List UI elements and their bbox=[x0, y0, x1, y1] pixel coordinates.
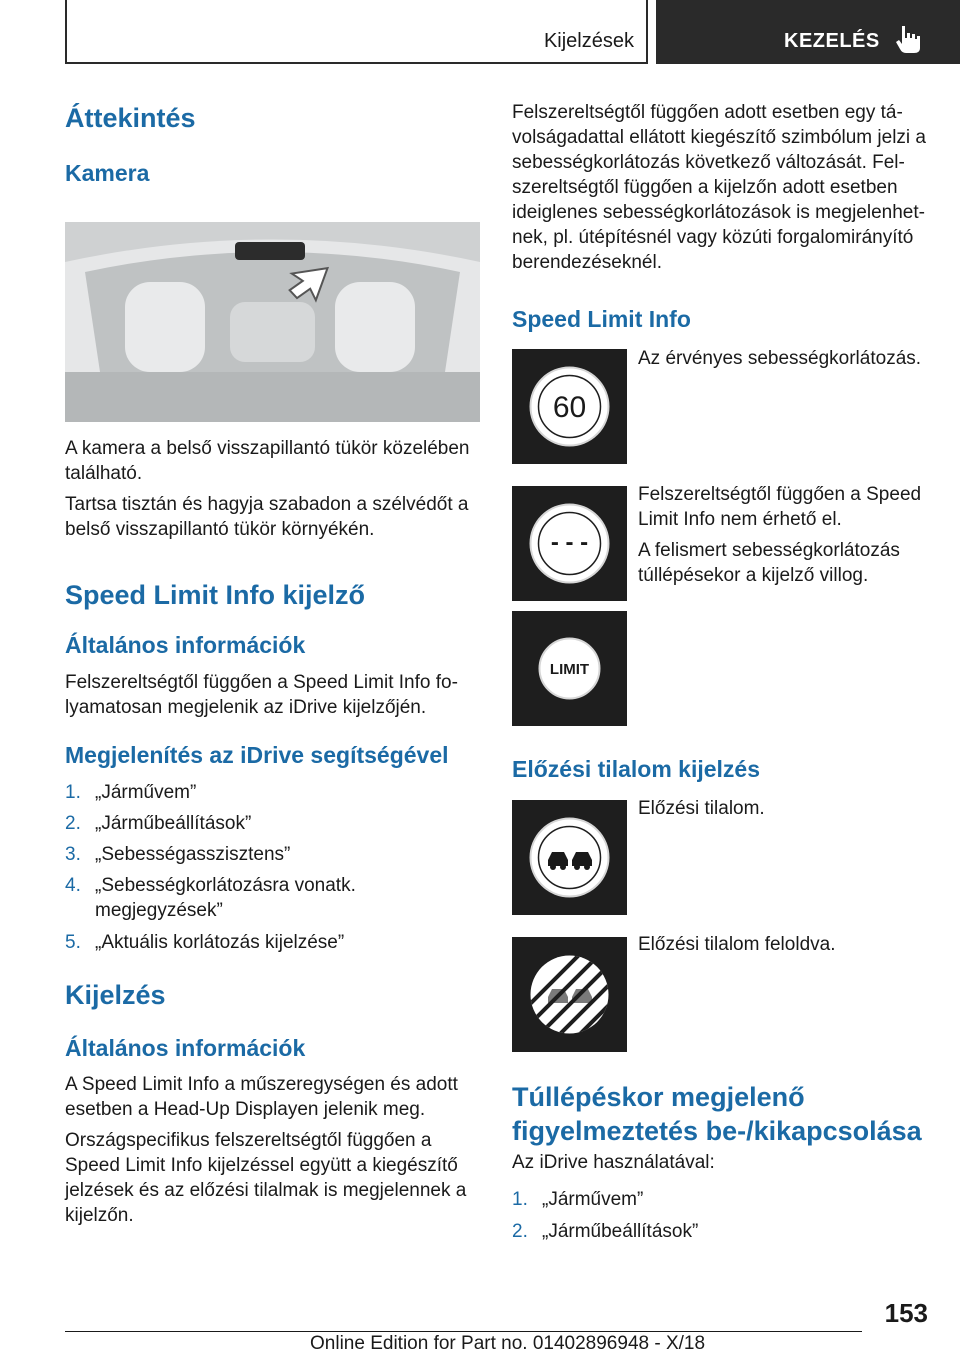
heading-idrive-display: Megjelenítés az iDrive segítségével bbox=[65, 742, 449, 768]
header-chapter-label: KEZELÉS bbox=[784, 30, 880, 52]
heading-sli-display: Speed Limit Info kijelző bbox=[65, 580, 366, 610]
heading-warning-toggle: Túllépéskor megjelenő figyelmeztetés be-/kikapcsolása bbox=[512, 1082, 922, 1146]
camera-text-1: A kamera a belső visszapillantó tükör közelében található. bbox=[65, 438, 470, 484]
display-text-1: A Speed Limit Info a műszeregységen és adott esetben a Head-Up Displayen jelenik meg. bbox=[65, 1074, 458, 1120]
car-interior-illustration bbox=[65, 222, 480, 422]
general-info-text: Felszereltségtől függően a Speed Limit Info fo‐ lyamatosan megjelenik az iDrive kijelzőjén. bbox=[65, 672, 458, 718]
heading-display: Kijelzés bbox=[65, 980, 166, 1010]
header-chapter-box bbox=[656, 0, 960, 64]
speed-limit-exceeded-sign bbox=[512, 611, 627, 726]
sign-value-dashes: - - - bbox=[550, 529, 589, 556]
heading-speed-limit-info: Speed Limit Info bbox=[512, 306, 691, 332]
header-section-box bbox=[65, 0, 648, 64]
warning-text: Az iDrive használatával: bbox=[512, 1152, 715, 1173]
heading-general-info: Általános információk bbox=[65, 632, 306, 658]
sign-value-limit: LIMIT bbox=[549, 661, 590, 678]
heading-overtaking-ban: Előzési tilalom kijelzés bbox=[512, 756, 760, 782]
sign-dash-text-2: A felismert sebességkorlátozás túllépésekor a kijelző villog. bbox=[638, 540, 900, 586]
heading-overview: Áttekintés bbox=[65, 103, 196, 133]
display-text-2: Országspecifikus felszereltségtől függően a Speed Limit Info kijelzéssel együtt a kiegészítő jelzések és az előzési tilalmak is megjelennek a kijelzőn. bbox=[65, 1130, 467, 1226]
overtaking-ban-sign bbox=[512, 800, 627, 915]
sign-dash-text-1: Felszereltségtől függően a Speed Limit Info nem érhető el. bbox=[638, 484, 922, 530]
overtaking-ban-end-text: Előzési tilalom feloldva. bbox=[638, 934, 836, 955]
hand-pointer-icon bbox=[894, 24, 922, 54]
footer-edition: Online Edition for Part no. 01402896948 - X/18 bbox=[310, 1333, 706, 1354]
sign-60-text: Az érvényes sebességkorlátozás. bbox=[638, 348, 922, 369]
heading-camera: Kamera bbox=[65, 160, 150, 186]
speed-limit-unavailable-sign bbox=[512, 486, 627, 601]
heading-general-info-2: Általános információk bbox=[65, 1035, 306, 1061]
overtaking-ban-text: Előzési tilalom. bbox=[638, 798, 765, 819]
footer-divider bbox=[65, 1331, 862, 1332]
intro-text: Felszereltségtől függően adott esetben egy tá‐ volságadattal ellátott kiegészítő szimbólum jelzi a sebességkorlátozás következő változását. Fel‐ szereltségtől függően a kijelzőn adott esetben ideiglenes sebességkorlátozások is megjelenhet‐ nek, pl. útépítésnél vagy közúti forgalomirányító berendezéseknél. bbox=[512, 102, 926, 273]
sign-value-60: 60 bbox=[552, 391, 587, 424]
camera-text-2: Tartsa tisztán és hagyja szabadon a szélvédőt a belső visszapillantó tükör környékén. bbox=[65, 494, 469, 540]
page-number: 153 bbox=[884, 1298, 928, 1328]
header-section-title: Kijelzések bbox=[543, 30, 634, 52]
overtaking-ban-end-sign bbox=[512, 937, 627, 1052]
camera-location-photo bbox=[65, 222, 480, 422]
speed-limit-60-sign bbox=[512, 349, 627, 464]
